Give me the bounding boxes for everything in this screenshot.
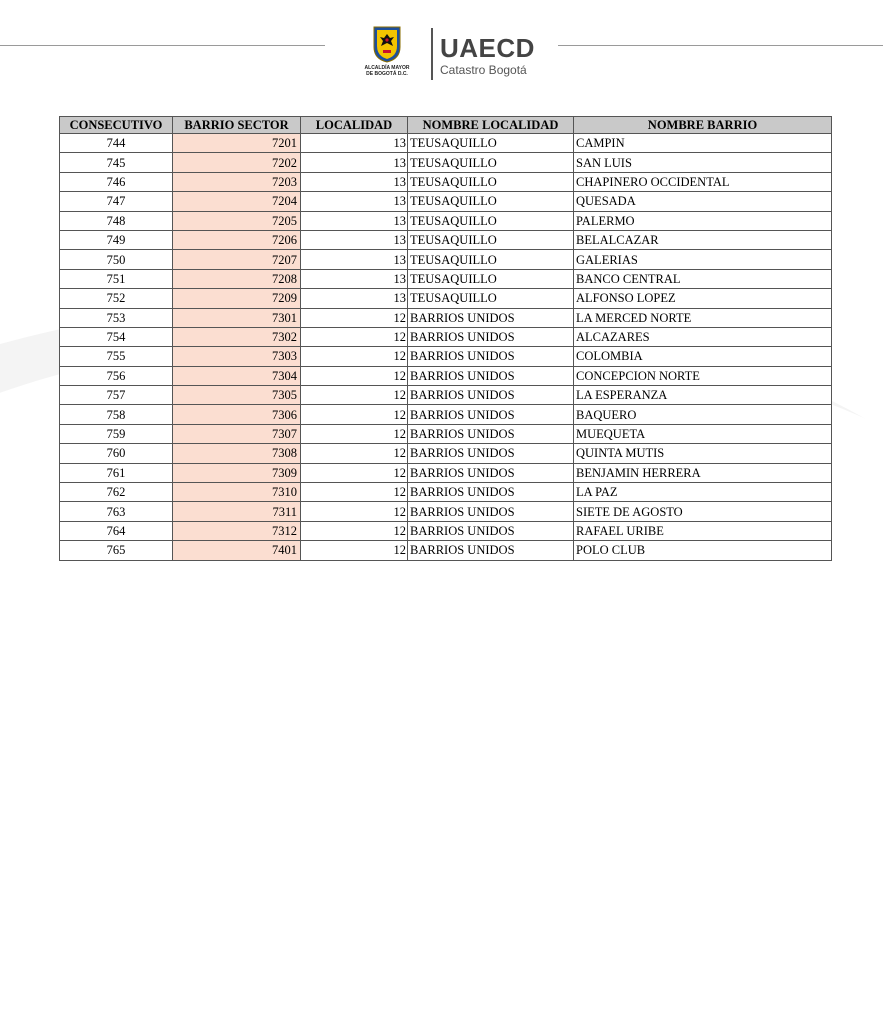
cell-nombre-localidad: TEUSAQUILLO	[408, 153, 574, 172]
cell-barrio-sector: 7205	[173, 211, 301, 230]
cell-nombre-barrio: QUESADA	[574, 192, 832, 211]
cell-barrio-sector: 7312	[173, 521, 301, 540]
cell-nombre-barrio: ALFONSO LOPEZ	[574, 289, 832, 308]
cell-nombre-localidad: BARRIOS UNIDOS	[408, 405, 574, 424]
cell-nombre-localidad: BARRIOS UNIDOS	[408, 366, 574, 385]
cell-localidad: 12	[301, 444, 408, 463]
cell-nombre-localidad: BARRIOS UNIDOS	[408, 444, 574, 463]
bogota-coat-of-arms-icon	[372, 25, 402, 63]
cell-nombre-barrio: CAMPIN	[574, 134, 832, 153]
cell-nombre-barrio: LA PAZ	[574, 483, 832, 502]
table-row	[60, 192, 832, 211]
header-rule-left	[0, 45, 325, 46]
cell-nombre-localidad: TEUSAQUILLO	[408, 192, 574, 211]
cell-nombre-localidad: TEUSAQUILLO	[408, 211, 574, 230]
table-row	[60, 134, 832, 153]
cell-localidad: 13	[301, 250, 408, 269]
cell-consecutivo: 754	[60, 327, 173, 346]
cell-nombre-localidad: BARRIOS UNIDOS	[408, 347, 574, 366]
barrios-table	[59, 116, 832, 561]
column-header-nombre-localidad: NOMBRE LOCALIDAD	[408, 117, 574, 134]
cell-localidad: 13	[301, 269, 408, 288]
cell-nombre-localidad: BARRIOS UNIDOS	[408, 463, 574, 482]
cell-consecutivo: 745	[60, 153, 173, 172]
cell-barrio-sector: 7311	[173, 502, 301, 521]
cell-nombre-barrio: COLOMBIA	[574, 347, 832, 366]
cell-nombre-barrio: BANCO CENTRAL	[574, 269, 832, 288]
cell-localidad: 12	[301, 502, 408, 521]
table-row	[60, 463, 832, 482]
cell-consecutivo: 757	[60, 386, 173, 405]
seal-caption-line1: ALCALDÍA MAYOR	[364, 65, 410, 71]
cell-barrio-sector: 7201	[173, 134, 301, 153]
table-row	[60, 405, 832, 424]
cell-consecutivo: 749	[60, 230, 173, 249]
header-rule-right	[558, 45, 883, 46]
cell-consecutivo: 751	[60, 269, 173, 288]
column-header-barrio-sector: BARRIO SECTOR	[173, 117, 301, 134]
table-row	[60, 347, 832, 366]
table-row	[60, 483, 832, 502]
cell-barrio-sector: 7209	[173, 289, 301, 308]
column-header-nombre-barrio: NOMBRE BARRIO	[574, 117, 832, 134]
seal-caption-line2: DE BOGOTÁ D.C.	[366, 71, 408, 77]
table-row	[60, 521, 832, 540]
cell-localidad: 13	[301, 289, 408, 308]
cell-localidad: 13	[301, 172, 408, 191]
cell-nombre-barrio: ALCAZARES	[574, 327, 832, 346]
table-header-row	[60, 117, 832, 134]
table-row	[60, 386, 832, 405]
cell-localidad: 13	[301, 153, 408, 172]
cell-barrio-sector: 7309	[173, 463, 301, 482]
table-row	[60, 230, 832, 249]
table-row	[60, 269, 832, 288]
cell-consecutivo: 753	[60, 308, 173, 327]
cell-nombre-barrio: GALERIAS	[574, 250, 832, 269]
cell-barrio-sector: 7206	[173, 230, 301, 249]
cell-consecutivo: 744	[60, 134, 173, 153]
page-header	[0, 0, 883, 100]
cell-nombre-localidad: BARRIOS UNIDOS	[408, 541, 574, 560]
cell-nombre-barrio: QUINTA MUTIS	[574, 444, 832, 463]
cell-nombre-barrio: PALERMO	[574, 211, 832, 230]
cell-barrio-sector: 7301	[173, 308, 301, 327]
table-body	[60, 134, 832, 561]
cell-nombre-barrio: BELALCAZAR	[574, 230, 832, 249]
cell-localidad: 12	[301, 405, 408, 424]
table-row	[60, 541, 832, 560]
alcaldia-logo	[360, 25, 414, 83]
table-row	[60, 250, 832, 269]
table-row	[60, 444, 832, 463]
table-row	[60, 366, 832, 385]
cell-localidad: 13	[301, 211, 408, 230]
cell-localidad: 12	[301, 483, 408, 502]
cell-nombre-localidad: TEUSAQUILLO	[408, 230, 574, 249]
cell-consecutivo: 755	[60, 347, 173, 366]
cell-barrio-sector: 7204	[173, 192, 301, 211]
cell-nombre-localidad: BARRIOS UNIDOS	[408, 386, 574, 405]
cell-consecutivo: 760	[60, 444, 173, 463]
table-row	[60, 289, 832, 308]
cell-localidad: 12	[301, 541, 408, 560]
table-row	[60, 172, 832, 191]
cell-nombre-localidad: TEUSAQUILLO	[408, 134, 574, 153]
cell-consecutivo: 752	[60, 289, 173, 308]
cell-consecutivo: 756	[60, 366, 173, 385]
cell-barrio-sector: 7304	[173, 366, 301, 385]
cell-consecutivo: 761	[60, 463, 173, 482]
table-row	[60, 153, 832, 172]
cell-barrio-sector: 7207	[173, 250, 301, 269]
cell-consecutivo: 748	[60, 211, 173, 230]
cell-nombre-localidad: BARRIOS UNIDOS	[408, 483, 574, 502]
cell-nombre-localidad: BARRIOS UNIDOS	[408, 424, 574, 443]
cell-nombre-barrio: LA MERCED NORTE	[574, 308, 832, 327]
cell-localidad: 12	[301, 347, 408, 366]
cell-localidad: 13	[301, 230, 408, 249]
cell-consecutivo: 764	[60, 521, 173, 540]
cell-localidad: 12	[301, 521, 408, 540]
cell-localidad: 12	[301, 463, 408, 482]
seal-caption	[360, 65, 414, 77]
cell-nombre-barrio: LA ESPERANZA	[574, 386, 832, 405]
cell-barrio-sector: 7310	[173, 483, 301, 502]
cell-nombre-barrio: BAQUERO	[574, 405, 832, 424]
table-row	[60, 211, 832, 230]
cell-nombre-localidad: BARRIOS UNIDOS	[408, 327, 574, 346]
cell-consecutivo: 750	[60, 250, 173, 269]
cell-barrio-sector: 7401	[173, 541, 301, 560]
column-header-localidad: LOCALIDAD	[301, 117, 408, 134]
cell-nombre-localidad: TEUSAQUILLO	[408, 250, 574, 269]
cell-nombre-barrio: POLO CLUB	[574, 541, 832, 560]
cell-nombre-localidad: BARRIOS UNIDOS	[408, 521, 574, 540]
cell-nombre-localidad: TEUSAQUILLO	[408, 289, 574, 308]
brand-title: UAECD	[440, 33, 535, 63]
cell-localidad: 12	[301, 366, 408, 385]
cell-consecutivo: 765	[60, 541, 173, 560]
cell-barrio-sector: 7302	[173, 327, 301, 346]
cell-nombre-barrio: CONCEPCION NORTE	[574, 366, 832, 385]
cell-nombre-localidad: TEUSAQUILLO	[408, 269, 574, 288]
uaecd-logo	[440, 34, 535, 77]
cell-nombre-barrio: MUEQUETA	[574, 424, 832, 443]
cell-localidad: 12	[301, 424, 408, 443]
cell-localidad: 12	[301, 327, 408, 346]
cell-nombre-localidad: BARRIOS UNIDOS	[408, 308, 574, 327]
cell-barrio-sector: 7203	[173, 172, 301, 191]
brand-subtitle: Catastro Bogotá	[440, 63, 527, 77]
cell-nombre-barrio: RAFAEL URIBE	[574, 521, 832, 540]
table-row	[60, 502, 832, 521]
cell-nombre-localidad: BARRIOS UNIDOS	[408, 502, 574, 521]
cell-consecutivo: 747	[60, 192, 173, 211]
table-row	[60, 308, 832, 327]
cell-barrio-sector: 7303	[173, 347, 301, 366]
table-row	[60, 327, 832, 346]
cell-barrio-sector: 7307	[173, 424, 301, 443]
cell-barrio-sector: 7308	[173, 444, 301, 463]
table-row	[60, 424, 832, 443]
cell-consecutivo: 759	[60, 424, 173, 443]
cell-consecutivo: 762	[60, 483, 173, 502]
logo-divider	[431, 28, 433, 80]
cell-localidad: 12	[301, 386, 408, 405]
cell-nombre-barrio: CHAPINERO OCCIDENTAL	[574, 172, 832, 191]
cell-barrio-sector: 7208	[173, 269, 301, 288]
cell-barrio-sector: 7306	[173, 405, 301, 424]
cell-nombre-barrio: BENJAMIN HERRERA	[574, 463, 832, 482]
cell-nombre-localidad: TEUSAQUILLO	[408, 172, 574, 191]
cell-localidad: 12	[301, 308, 408, 327]
cell-consecutivo: 763	[60, 502, 173, 521]
cell-barrio-sector: 7305	[173, 386, 301, 405]
cell-localidad: 13	[301, 134, 408, 153]
cell-nombre-barrio: SAN LUIS	[574, 153, 832, 172]
cell-localidad: 13	[301, 192, 408, 211]
cell-nombre-barrio: SIETE DE AGOSTO	[574, 502, 832, 521]
cell-consecutivo: 746	[60, 172, 173, 191]
cell-consecutivo: 758	[60, 405, 173, 424]
cell-barrio-sector: 7202	[173, 153, 301, 172]
column-header-consecutivo: CONSECUTIVO	[60, 117, 173, 134]
